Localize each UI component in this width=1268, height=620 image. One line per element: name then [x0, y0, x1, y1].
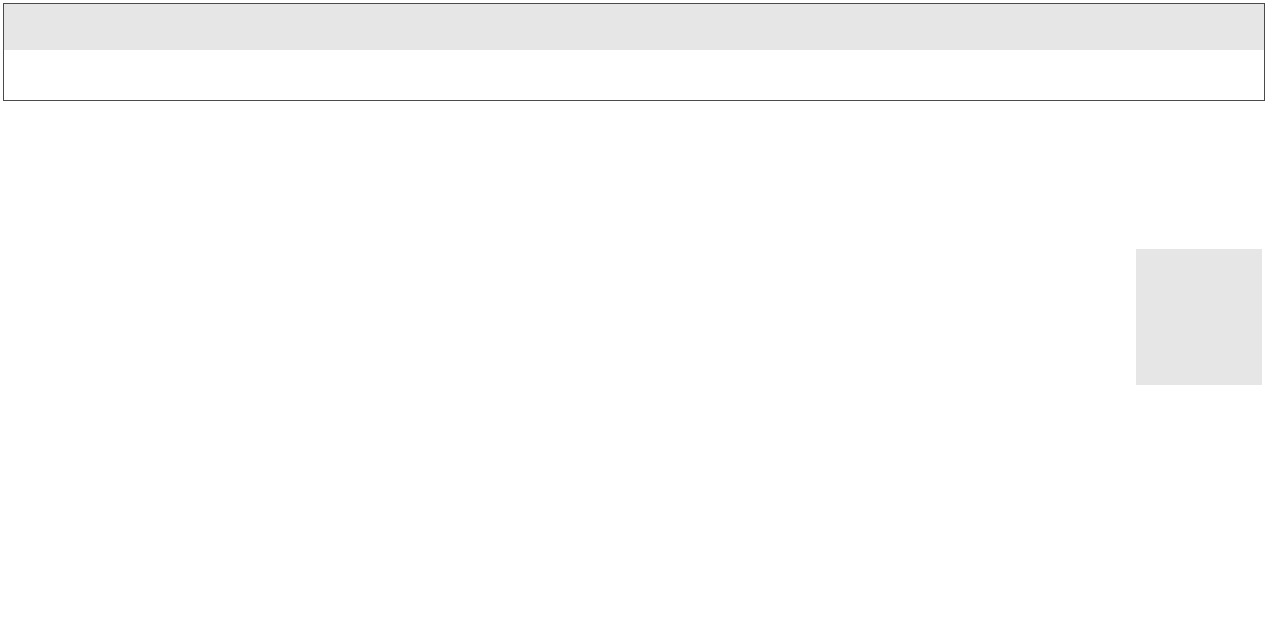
specialty-code-box [1136, 249, 1262, 385]
position-row [3, 3, 1265, 51]
pos9-content [1127, 213, 1265, 569]
example-row [3, 50, 1265, 101]
